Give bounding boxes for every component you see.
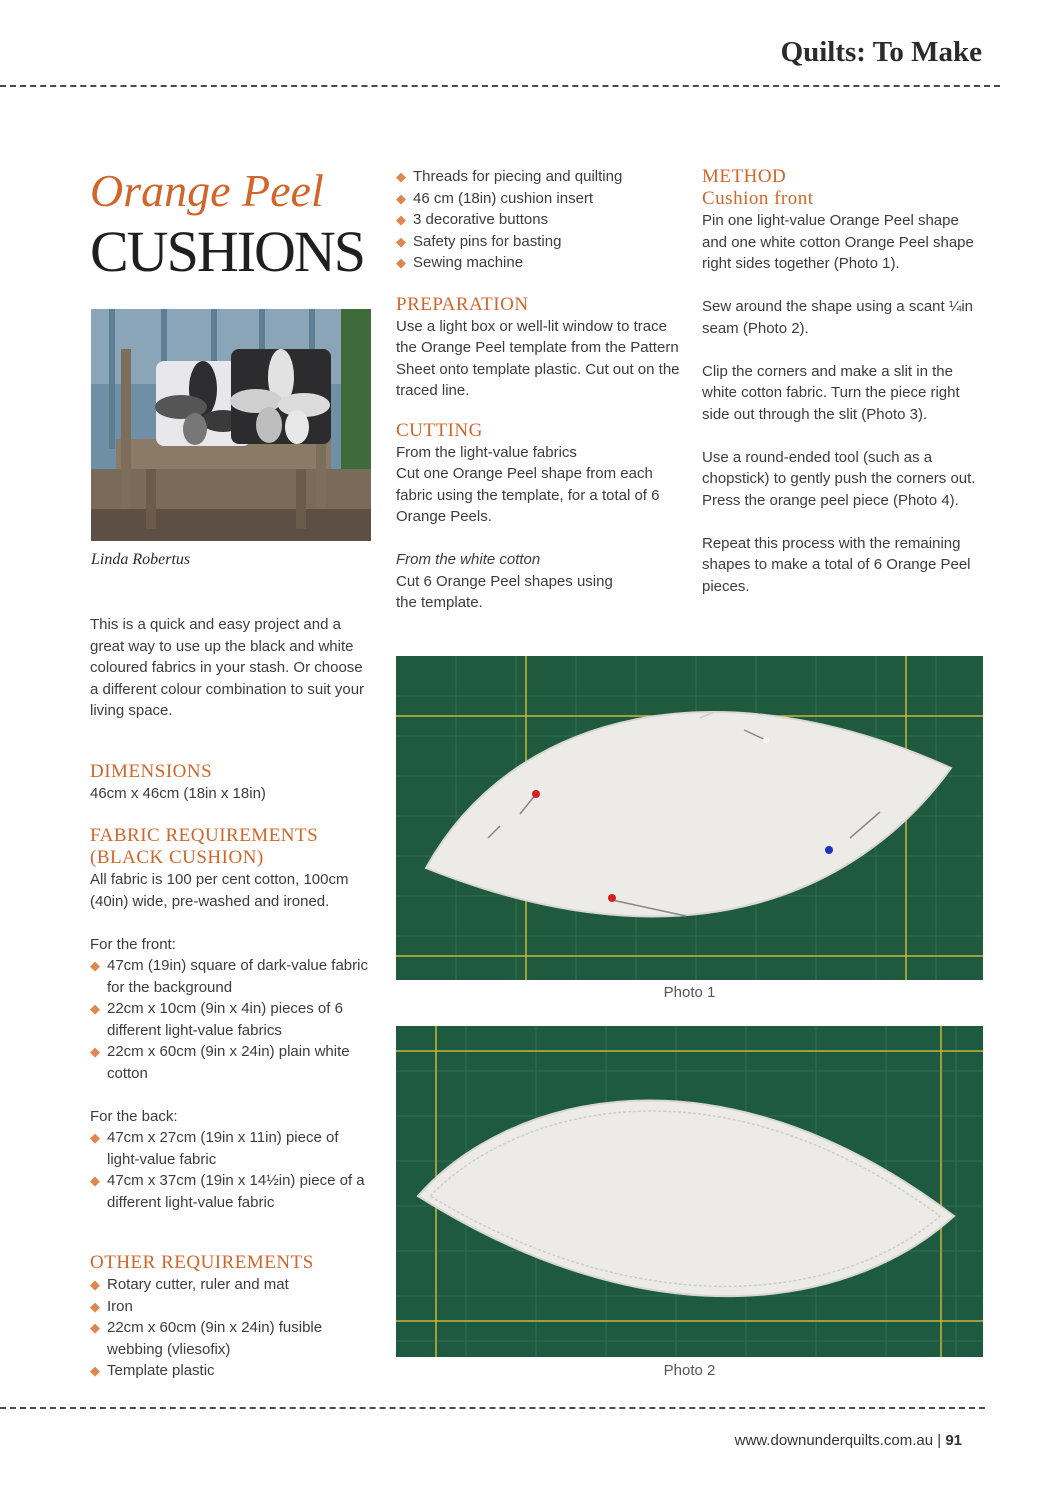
list-item: ◆ 22cm x 60cm (9in x 24in) plain white cotton xyxy=(90,1041,372,1084)
footer-url: www.downunderquilts.com.au xyxy=(734,1432,934,1449)
front-label: For the front: xyxy=(90,935,176,953)
other-list xyxy=(90,1274,372,1382)
list-item: ◆ Template plastic xyxy=(90,1360,372,1382)
header-divider xyxy=(0,85,1000,87)
method-step: Use a round-ended tool (such as a chopstick) to gently push the corners out. Press the orange peel piece (Photo 4). xyxy=(702,448,976,509)
other-heading: OTHER REQUIREMENTS xyxy=(90,1252,314,1273)
photo-1 xyxy=(396,656,983,980)
title-caps: CUSHIONS xyxy=(90,219,365,284)
cutting-text2: Cut 6 Orange Peel shapes using the template. xyxy=(396,572,613,611)
photo-2-caption: Photo 2 xyxy=(663,1362,716,1379)
list-item: ◆ 3 decorative buttons xyxy=(396,209,686,231)
cushion-photo-illustration xyxy=(91,309,371,541)
method-subheading: Cushion front xyxy=(702,188,814,209)
preparation-text: Use a light box or well-lit window to trace the Orange Peel template from the Pattern Sheet onto template plastic. Cut out on the traced line. xyxy=(396,317,680,399)
photo-1-illustration xyxy=(396,656,983,980)
back-list xyxy=(90,1127,372,1213)
preparation-heading: PREPARATION xyxy=(396,293,529,315)
list-item: ◆ 47cm x 37cm (19in x 14½in) piece of a different light-value fabric xyxy=(90,1170,372,1213)
list-item: ◆ 47cm (19in) square of dark-value fabric for the background xyxy=(90,955,372,998)
middle-column xyxy=(396,166,686,614)
method-column xyxy=(702,166,984,597)
photo-2-illustration xyxy=(396,1026,983,1357)
list-item: ◆ 46 cm (18in) cushion insert xyxy=(396,188,686,210)
method-step: Clip the corners and make a slit in the white cotton fabric. Turn the piece right side out through the slit (Photo 3). xyxy=(702,362,960,423)
dimensions-text: 46cm x 46cm (18in x 18in) xyxy=(90,785,266,802)
section-title: Quilts: To Make xyxy=(780,36,982,68)
method-step: Repeat this process with the remaining shapes to make a total of 6 Orange Peel pieces. xyxy=(702,534,971,595)
fabric-section xyxy=(90,825,372,1213)
fabric-heading-line1: FABRIC REQUIREMENTS xyxy=(90,825,319,846)
cutting-sub1: From the light-value fabrics xyxy=(396,443,577,461)
cushion-photo xyxy=(91,309,371,541)
list-item: ◆ 22cm x 60cm (9in x 24in) fusible webbing (vliesofix) xyxy=(90,1317,372,1360)
footer-separator: | xyxy=(933,1432,946,1449)
back-label: For the back: xyxy=(90,1107,178,1125)
list-item: ◆ Rotary cutter, ruler and mat xyxy=(90,1274,372,1296)
method-step: Sew around the shape using a scant ¼in seam (Photo 2). xyxy=(702,298,974,337)
list-item: ◆ 22cm x 10cm (9in x 4in) pieces of 6 different light-value fabrics xyxy=(90,998,372,1041)
cutting-sub2: From the white cotton xyxy=(396,551,541,568)
footer-divider xyxy=(0,1407,985,1409)
other-requirements-section xyxy=(90,1252,372,1382)
intro-paragraph xyxy=(90,614,372,722)
dimensions-heading: DIMENSIONS xyxy=(90,761,213,782)
supplies-list xyxy=(396,166,686,274)
dimensions-section xyxy=(90,761,372,805)
photo-1-caption: Photo 1 xyxy=(663,984,716,1001)
list-item: ◆ Sewing machine xyxy=(396,252,686,274)
cutting-heading: CUTTING xyxy=(396,419,483,441)
fabric-heading-line2: (BLACK CUSHION) xyxy=(90,847,264,868)
list-item: ◆ Threads for piecing and quilting xyxy=(396,166,686,188)
list-item: ◆ 47cm x 27cm (19in x 11in) piece of light-value fabric xyxy=(90,1127,372,1170)
method-heading: METHOD xyxy=(702,166,787,187)
footer xyxy=(735,1432,962,1449)
cutting-text1: Cut one Orange Peel shape from each fabric using the template, for a total of 6 Orange Peels. xyxy=(396,465,660,525)
page-number: 91 xyxy=(945,1432,962,1449)
method-step: Pin one light-value Orange Peel shape and one white cotton Orange Peel shape right sides together (Photo 1). xyxy=(702,212,974,272)
title-italic: Orange Peel xyxy=(90,165,324,216)
front-list xyxy=(90,955,372,1084)
intro-text: This is a quick and easy project and a great way to use up the black and white coloured fabrics in your stash. Or choose a different colour combination to suit your living space. xyxy=(90,616,365,719)
list-item: ◆ Iron xyxy=(90,1296,372,1318)
photo-2 xyxy=(396,1026,983,1357)
author-name: Linda Robertus xyxy=(91,551,191,568)
fabric-text: All fabric is 100 per cent cotton, 100cm (40in) wide, pre-washed and ironed. xyxy=(90,871,349,910)
list-item: ◆ Safety pins for basting xyxy=(396,231,686,253)
